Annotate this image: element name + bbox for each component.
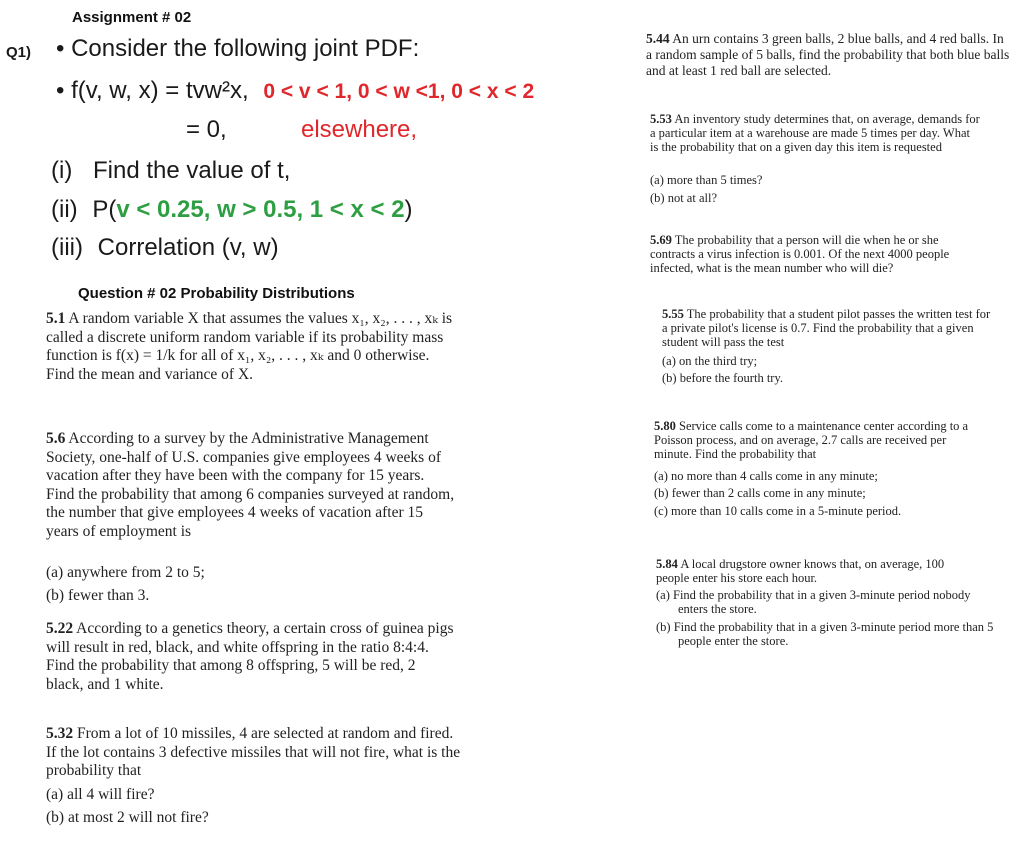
problem-number: 5.1 xyxy=(46,310,66,327)
problem-5-6 xyxy=(46,430,456,541)
q1-part-i xyxy=(51,159,290,183)
problem-5-80-b: (b) fewer than 2 calls come in any minute; xyxy=(654,486,866,500)
q1-pdf-domain: 0 < v < 1, 0 < w <1, 0 < x < 2 xyxy=(263,80,535,103)
q1-part-iii-num: (iii) xyxy=(51,234,83,261)
problem-5-84-a: (a) Find the probability that in a given 3-minute period nobody enters the store. xyxy=(656,588,971,616)
problem-5-32-a: (a) all 4 will fire? xyxy=(46,786,155,803)
problem-5-53-a: (a) more than 5 times? xyxy=(650,173,763,187)
problem-number: 5.22 xyxy=(46,620,74,637)
problem-5-53 xyxy=(650,112,980,154)
q1-part-ii-post: ) xyxy=(404,196,413,223)
q1-part-ii xyxy=(51,198,413,222)
q1-zero-rhs: elsewhere, xyxy=(301,116,418,143)
q1-part-ii-num: (ii) xyxy=(51,196,78,223)
q1-part-ii-cond: v < 0.25, w > 0.5, 1 < x < 2 xyxy=(116,196,405,223)
q1-zero-lhs: = 0, xyxy=(186,116,227,143)
problem-number: 5.44 xyxy=(646,31,670,46)
q1-part-iii-text: Correlation (v, w) xyxy=(97,234,279,261)
q1-part-ii-pre: P( xyxy=(92,196,117,223)
problem-text: A local drugstore owner knows that, on average, 100 people enter his store each hour. xyxy=(656,557,945,585)
problem-text: An inventory study determines that, on average, demands for a particular item at a warehouse are made 5 times per day. What is the probability that on a given day this item is requested xyxy=(650,112,980,154)
problem-text: The probability that a person will die when he or she contracts a virus infection is 0.001. Of the next 4000 people infected, what is the mean number who will die? xyxy=(650,233,950,275)
problem-number: 5.69 xyxy=(650,233,672,247)
q1-label: Q1) xyxy=(6,44,32,61)
problem-5-44 xyxy=(646,31,1010,79)
problem-5-1 xyxy=(46,310,456,384)
problem-5-6-a: (a) anywhere from 2 to 5; xyxy=(46,564,205,581)
problem-5-55 xyxy=(662,307,992,349)
problem-text: An urn contains 3 green balls, 2 blue balls, and 4 red balls. In a random sample of 5 balls, find the probability that both blue balls and at least 1 red ball are selected. xyxy=(646,31,1010,78)
bullet-icon: • xyxy=(56,77,65,104)
problem-5-80-a: (a) no more than 4 calls come in any minute; xyxy=(654,469,878,483)
q1-part-i-text: Find the value of t, xyxy=(93,157,291,184)
problem-text: The probability that a student pilot passes the written test for a private pilot's license is 0.7. Find the probability that a given student will pass the test xyxy=(662,307,991,349)
assignment-title: Assignment # 02 xyxy=(72,9,192,26)
problem-number: 5.80 xyxy=(654,419,676,433)
problem-text: According to a survey by the Administrative Management Society, one-half of U.S. companies give employees 4 weeks of vacation after they have been with the company for 15 years. Find the probability that among 6 companies surveyed at random, the number that give employees 4 weeks of vacation after 15 years of employment is xyxy=(46,430,455,540)
q2-title: Question # 02 Probability Distributions xyxy=(78,285,355,302)
problem-5-55-a: (a) on the third try; xyxy=(662,354,758,368)
problem-number: 5.53 xyxy=(650,112,672,126)
problem-5-22 xyxy=(46,620,456,694)
problem-text: According to a genetics theory, a certain cross of guinea pigs will result in red, black, and white offspring in the ratio 8:4:4. Find the probability that among 8 offspring, 5 will be red, 2 black, and 1 white. xyxy=(46,620,454,693)
problem-5-80-c: (c) more than 10 calls come in a 5-minute period. xyxy=(654,504,902,518)
problem-5-53-b: (b) not at all? xyxy=(650,191,717,205)
problem-number: 5.6 xyxy=(46,430,66,447)
problem-5-84-b: (b) Find the probability that in a given 3-minute period more than 5 people enter the store. xyxy=(656,620,994,648)
problem-number: 5.84 xyxy=(656,557,678,571)
bullet-icon: • xyxy=(56,35,65,62)
problem-5-84 xyxy=(656,557,978,585)
problem-5-32-b: (b) at most 2 will not fire? xyxy=(46,809,209,826)
problem-text: From a lot of 10 missiles, 4 are selected at random and fired. If the lot contains 3 defective missiles that will not fire, what is the probability that xyxy=(46,725,461,779)
q1-intro: Consider the following joint PDF: xyxy=(71,35,420,62)
q1-part-iii xyxy=(51,236,279,260)
problem-5-80 xyxy=(654,419,984,461)
problem-number: 5.32 xyxy=(46,725,74,742)
problem-text: Service calls come to a maintenance center according to a Poisson process, and on average, 2.7 calls are received per minute. Find the probability that xyxy=(654,419,969,461)
problem-5-69 xyxy=(650,233,980,275)
problem-number: 5.55 xyxy=(662,307,684,321)
problem-5-32 xyxy=(46,725,462,781)
q1-pdf-lhs: f(v, w, x) = tvw²x, xyxy=(71,77,249,104)
q1-pdf-line xyxy=(56,79,534,103)
problem-5-6-b: (b) fewer than 3. xyxy=(46,587,150,604)
problem-5-55-b: (b) before the fourth try. xyxy=(662,371,784,385)
problem-text: A random variable X that assumes the values x₁, x₂, . . . , xₖ is called a discrete uniform random variable if its probability mass function is f(x) = 1/k for all of x₁, x₂, . . . , xₖ and 0 otherwise. Find the mean and variance of X. xyxy=(46,310,453,383)
q1-intro-line xyxy=(56,37,419,61)
q1-part-i-num: (i) xyxy=(51,157,73,184)
